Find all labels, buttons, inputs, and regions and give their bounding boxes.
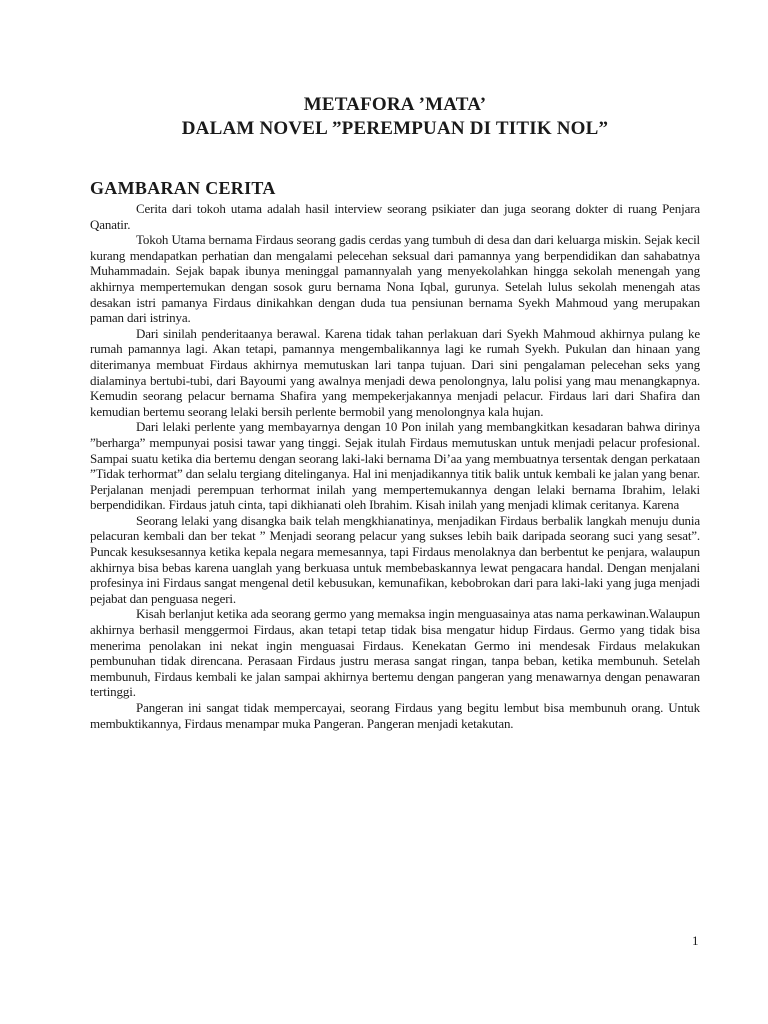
paragraph: Dari sinilah penderitaanya berawal. Karena tidak tahan perlakuan dari Syekh Mahmoud akhirnya pulang ke rumah pamannya lagi. Akan tetapi, pamannya mengembalikannya lagi ke rumah Syekh. Pukulan dan hinaan yang diterimanya membuat Firdaus akhirnya memutuskan lari tanpa tujuan. Dari sini pengalaman pelecehan seks yang dialaminya bertubi-tubi, dari Bayoumi yang awalnya menjadi dewa penolongnya, lalu polisi yang mau menangkapnya. Kemudin seorang pelacur bernama Shafira yang mempekerjakannya menjadi pelacur. Firdaus lari dari Shafira dan kemudian bertemu seorang lelaki bersih perlente bermobil yang menolongnya kala hujan. xyxy=(90,325,700,419)
paragraph: Pangeran ini sangat tidak mempercayai, seorang Firdaus yang begitu lembut bisa membunuh orang. Untuk membuktikannya, Firdaus menampar muka Pangeran. Pangeran menjadi ketakutan. xyxy=(90,700,700,731)
paragraph: Tokoh Utama bernama Firdaus seorang gadis cerdas yang tumbuh di desa dan dari keluarga miskin. Sejak kecil kurang mendapatkan perhatian dan mengalami pelecehan seksual dari pamannya yang berpendidikan dan sahabatnya Muhammadain. Sejak bapak ibunya meninggal pamannyalah yang menyekolahkan hingga sekolah menengah yang akhirnya mempertemukan dengan sosok guru bernama Nona Iqbal, gurunya. Setelah lulus sekolah menengah atas desakan istri pamanya Firdaus dinikahkan dengan duda tua pensiunan bernama Syekh Mahmoud yang merupakan paman dari istrinya. xyxy=(90,232,700,326)
title-line-2: DALAM NOVEL ”PEREMPUAN DI TITIK NOL” xyxy=(181,118,609,139)
page-number: 1 xyxy=(692,933,699,948)
paragraph: Dari lelaki perlente yang membayarnya dengan 10 Pon inilah yang membangkitkan kesadaran bahwa dirinya ”berharga” mempunyai posisi tawar yang tinggi. Sejak itulah Firdaus memutuskan untuk menjadi pelacur profesional. Sampai suatu ketika dia bertemu dengan seorang laki-laki bernama Di’aa yang membuatnya tersentak dengan perkataan ”Tidak terhormat” dan selalu tergiang ditelinganya. Hal ini menjadikannya titik balik untuk kembali ke jalan yang benar. Perjalanan menjadi perempuan terhormat inilah yang mempertemukannya dengan lelaki bernama Ibrahim, lelaki berpendidikan. Firdaus jatuh cinta, tapi dikhianati oleh Ibrahim. Kisah inilah yang menjadi klimak ceritanya. Karena xyxy=(90,419,700,513)
title-line-1: METAFORA ’MATA’ xyxy=(303,94,487,115)
paragraph: Kisah berlanjut ketika ada seorang germo yang memaksa ingin menguasainya atas nama perkawinan.Walaupun akhirnya berhasil menggermoi Firdaus, akan tetapi tetap tidak bisa mengatur hidup Firdaus. Germo yang tidak bisa menerima penolakan ini nekat ingin menguasai Firdaus. Kenekatan Germo ini mendesak Firdaus melakukan pembunuhan tidak direncana. Perasaan Firdaus justru merasa sangat ringan, tanpa beban, ketika membunuh. Setelah membunuh, Firdaus kembali ke jalan sampai akhirnya bertemu dengan pangeran yang menawarnya dengan penawaran tertinggi. xyxy=(90,606,700,700)
section-heading: GAMBARAN CERITA xyxy=(90,178,276,198)
paragraph: Cerita dari tokoh utama adalah hasil interview seorang psikiater dan juga seorang dokter di ruang Penjara Qanatir. xyxy=(90,201,700,232)
body-text xyxy=(90,201,700,731)
paragraph: Seorang lelaki yang disangka baik telah mengkhianatinya, menjadikan Firdaus berbalik langkah menuju dunia pelacuran kembali dan ber tekat ” Menjadi seorang pelacur yang sukses lebih baik daripada seorang suci yang sesat”. Puncak kesuksesannya ketika kepala negara memesannya, tapi Firdaus menolaknya dan berbentut ke penjara, walaupun akhirnya bisa bebas karena uanglah yang berkuasa untuk membebaskannya lewat pengacara handal. Dengan menjalani profesinya ini Firdaus sangat mengenal detil kebusukan, kemunafikan, kebobrokan dari para laki-laki yang juga menjadi pejabat dan penguasa negeri. xyxy=(90,512,700,606)
